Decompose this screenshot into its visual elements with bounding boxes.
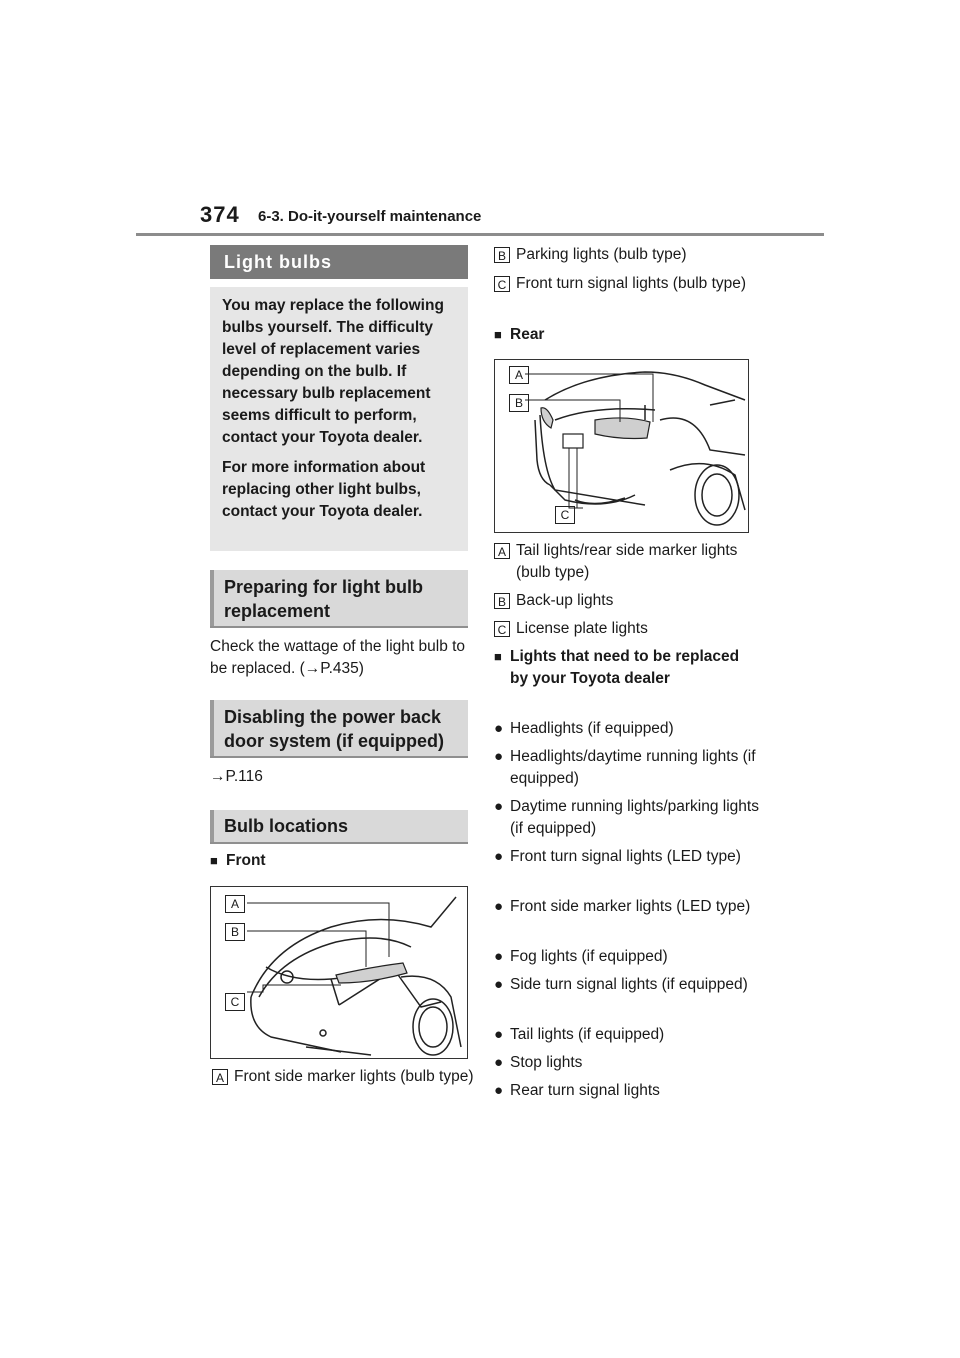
intro-paragraph-1: You may replace the following bulbs yourself. The difficulty level of replacement varies depending on the bulb. If necessary bulb replacement seems difficult to perform, contact your Toyota dealer. (222, 297, 444, 446)
bullet-icon: ● (494, 720, 504, 737)
square-bullet-icon: ■ (494, 649, 502, 664)
dealer-item: ● Fog lights (if equipped) (494, 946, 760, 968)
dealer-item: ● Stop lights (494, 1052, 760, 1074)
bullet-icon: ● (494, 948, 504, 965)
rear-callout-a: A Tail lights/rear side marker lights (bulb type) (494, 540, 766, 584)
heading-bulb-locations: Bulb locations (210, 810, 468, 844)
rear-figure-label-c: C (555, 504, 575, 526)
dealer-item: ● Front turn signal lights (LED type) (494, 846, 760, 868)
rear-figure-label-b: B (509, 392, 529, 414)
rear-vehicle-figure (494, 359, 749, 533)
front-figure-label-a: A (225, 893, 245, 915)
square-bullet-icon: ■ (494, 327, 502, 342)
page-number: 374 (200, 202, 240, 227)
front-car-illustration (211, 887, 467, 1058)
disabling-reference: →P.116 (210, 768, 263, 785)
dealer-item: ● Rear turn signal lights (494, 1080, 760, 1102)
rear-car-illustration (495, 360, 748, 532)
front-figure-label-c: C (225, 991, 245, 1013)
front-callout-c: C Front turn signal lights (bulb type) (494, 273, 766, 295)
heading-preparing: Preparing for light bulb replacement (210, 570, 468, 628)
square-bullet-icon: ■ (210, 853, 218, 868)
bullet-icon: ● (494, 1026, 504, 1043)
dealer-item: ● Tail lights (if equipped) (494, 1024, 760, 1046)
heading-light-bulbs: Light bulbs (210, 245, 468, 279)
front-figure-label-b: B (225, 921, 245, 943)
intro-box (210, 287, 468, 551)
bullet-icon: ● (494, 898, 504, 915)
intro-paragraph-2: For more information about replacing other light bulbs, contact your Toyota dealer. (222, 459, 426, 520)
bullet-icon: ● (494, 1054, 504, 1071)
header-rule (136, 233, 824, 236)
preparing-text: Check the wattage of the light bulb to be replaced. (→P.435) (210, 638, 466, 677)
front-callout-a: A Front side marker lights (bulb type) (212, 1066, 486, 1088)
dealer-item: ● Side turn signal lights (if equipped) (494, 974, 760, 996)
dealer-item: ● Headlights (if equipped) (494, 718, 760, 740)
dealer-item: ● Front side marker lights (LED type) (494, 896, 760, 918)
rear-figure-label-a: A (509, 364, 529, 386)
rear-callout-c: C License plate lights (494, 618, 766, 640)
dealer-title: ■ Lights that need to be replaced by your Toyota dealer (494, 648, 740, 687)
bullet-icon: ● (494, 976, 504, 993)
dealer-item: ● Daytime running lights/parking lights (if equipped) (494, 798, 759, 837)
rear-callout-b: B Back-up lights (494, 590, 766, 612)
heading-disabling: Disabling the power back door system (if equipped) (210, 700, 468, 758)
front-callout-b: B Parking lights (bulb type) (494, 244, 766, 266)
front-title: ■ Front (210, 850, 266, 872)
bullet-icon: ● (494, 1082, 504, 1099)
bullet-icon: ● (494, 848, 504, 865)
bullet-icon: ● (494, 798, 504, 815)
dealer-item: ● Headlights/daytime running lights (if equipped) (494, 748, 756, 787)
bullet-icon: ● (494, 748, 504, 765)
front-vehicle-figure (210, 886, 468, 1059)
rear-title: ■ Rear (494, 324, 544, 346)
section-title: 6-3. Do-it-yourself maintenance (258, 208, 482, 225)
